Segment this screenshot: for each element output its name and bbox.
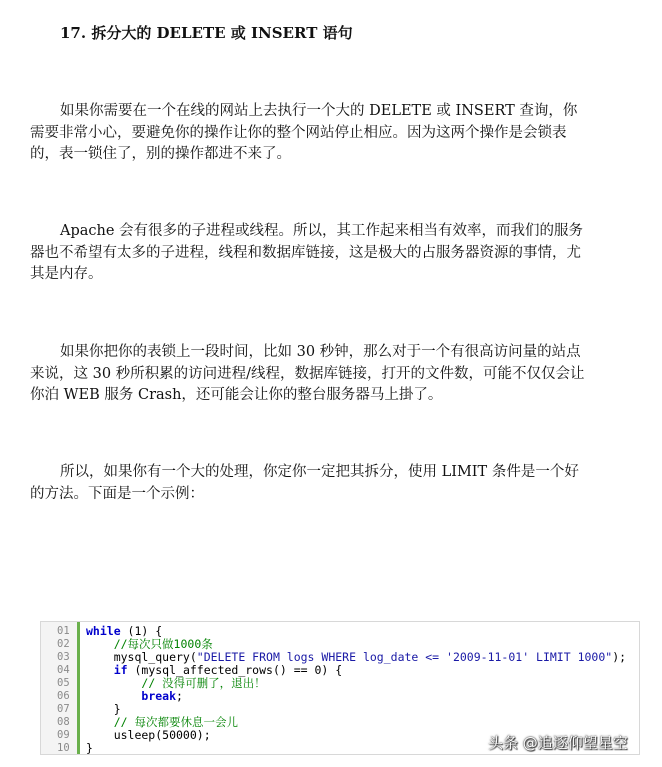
code-token: break — [141, 689, 177, 703]
line-number: 07 — [57, 703, 70, 715]
line-number: 05 — [57, 677, 70, 689]
paragraph-3: 如果你把你的表锁上一段时间，比如 30 秒钟，那么对于一个有很高访问量的站点来说，这 30 秒所积累的访问进程/线程，数据库链接，打开的文件数，可能不仅仅会让你泊 WEB 服务 Crash，还可能会让你的整台服务器马上掛了。 — [30, 344, 585, 403]
code-token: while — [86, 624, 121, 638]
code-token: usleep(50000); — [86, 728, 211, 742]
code-token: // 每次都要休息一会儿 — [113, 715, 238, 729]
code-token — [86, 637, 114, 651]
code-token: "DELETE FROM logs WHERE log_date <= '2009-11-01' LIMIT 1000" — [196, 650, 613, 664]
code-token: if — [113, 663, 128, 677]
code-token: ; — [176, 689, 183, 703]
line-number: 10 — [57, 742, 70, 754]
code-token: ); — [612, 650, 627, 664]
code-token — [86, 663, 114, 677]
code-token: } — [86, 702, 121, 716]
watermark: 头条 @追逐仰望星空 — [488, 734, 628, 752]
paragraph-4: 所以，如果你有一个大的处理，你定你一定把其拆分，使用 LIMIT 条件是一个好的方法。下面是一个示例： — [30, 464, 579, 502]
line-number: 08 — [57, 716, 70, 728]
section-heading: 17. 拆分大的 DELETE 或 INSERT 语句 — [60, 24, 353, 42]
line-number: 01 — [57, 625, 70, 637]
code-token — [86, 715, 114, 729]
code-token: mysql_query( — [86, 650, 197, 664]
code-token: //每次只做1000条 — [113, 637, 213, 651]
paragraph-1: 如果你需要在一个在线的网站上去执行一个大的 DELETE 或 INSERT 查询，你需要非常小心，要避免你的操作让你的整个网站停止相应。因为这两个操作是会锁表的，表一锁住了，别的操作都进不来了。 — [30, 103, 578, 162]
code-token: // 没得可删了，退出！ — [141, 676, 266, 690]
line-number: 09 — [57, 729, 70, 741]
line-number: 03 — [57, 651, 70, 663]
line-number: 02 — [57, 638, 70, 650]
code-token — [86, 689, 141, 703]
line-number: 04 — [57, 664, 70, 676]
code-token: (1) { — [120, 624, 163, 638]
line-number: 06 — [57, 690, 70, 702]
code-token: } — [86, 741, 93, 755]
code-text — [86, 729, 211, 742]
code-token: (mysql_affected_rows() == 0) { — [127, 663, 343, 677]
code-token — [86, 676, 141, 690]
paragraph-2: Apache 会有很多的子进程或线程。所以，其工作起来相当有效率，而我们的服务器也不希望有太多的子进程，线程和数据库链接，这是极大的占服务器资源的事情，尤其是内存。 — [30, 223, 584, 282]
code-text — [86, 742, 93, 755]
